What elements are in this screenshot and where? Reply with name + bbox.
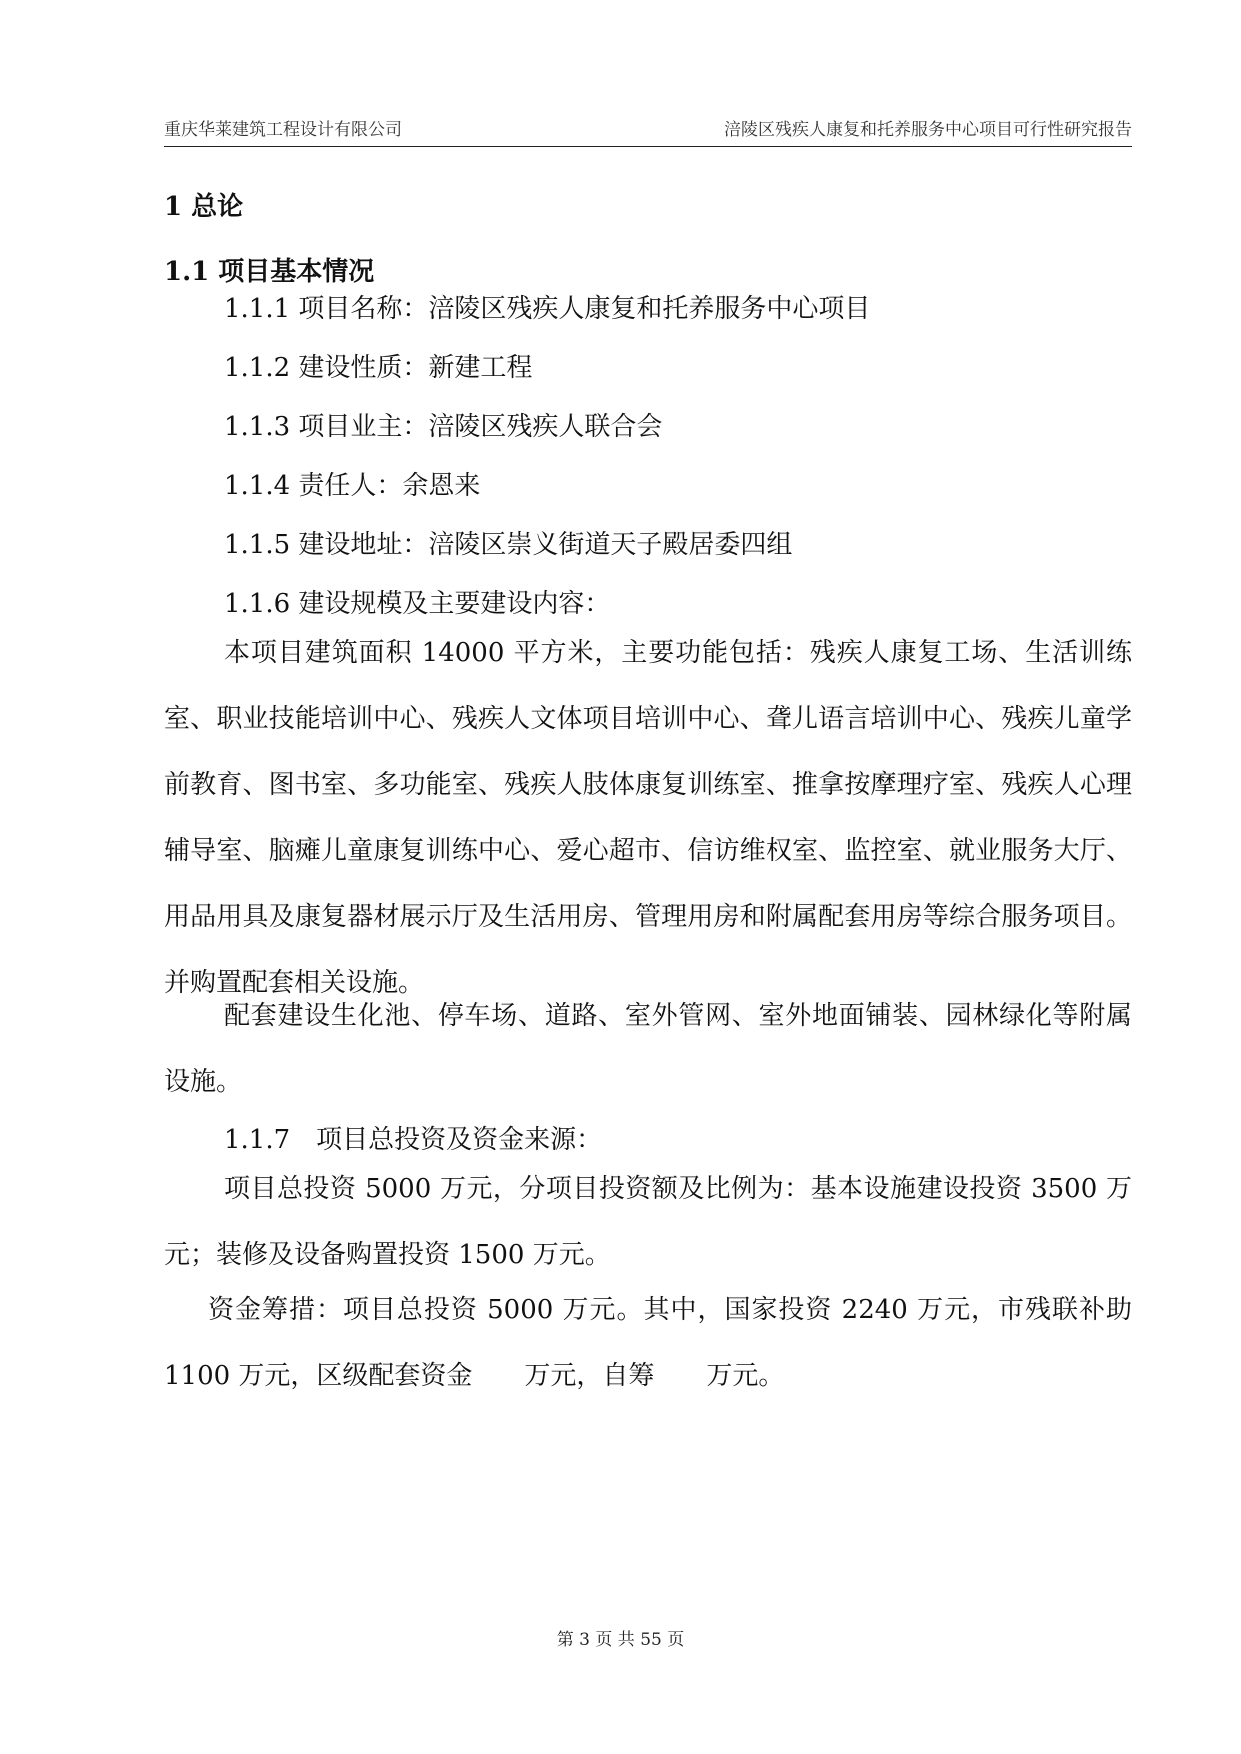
page-footer: 第 3 页 共 55 页 [556,1630,685,1650]
item-project-name: 1.1.1 项目名称：涪陵区残疾人康复和托养服务中心项目 [224,294,871,324]
item-investment-heading: 1.1.7 项目总投资及资金来源： [224,1125,603,1155]
item-construction-nature: 1.1.2 建设性质：新建工程 [224,353,533,383]
item-construction-site: 1.1.5 建设地址：涪陵区崇义街道天子殿居委四组 [224,530,793,560]
header-company: 重庆华莱建筑工程设计有限公司 [164,120,402,140]
page-header [164,112,1132,147]
item-responsible-person: 1.1.4 责任人：余恩来 [224,471,481,501]
paragraph-scope-main: 本项目建筑面积 14000 平方米，主要功能包括：残疾人康复工场、生活训练室、职业技能培训中心、残疾人文体项目培训中心、聋儿语言培训中心、残疾儿童学前教育、图书室、多功能室、残疾人肢体康复训练室、推拿按摩理疗室、残疾人心理辅导室、脑瘫儿童康复训练中心、爱心超市、信访维权室、监控室、就业服务大厅、用品用具及康复器材展示厅及生活用房、管理用房和附属配套用房等综合服务项目。并购置配套相关设施。 [164,638,1132,998]
subsection-title: 1.1 项目基本情况 [164,257,375,287]
paragraph-funding: 资金筹措：项目总投资 5000 万元。其中，国家投资 2240 万元，市残联补助 1100 万元，区级配套资金 万元，自筹 万元。 [164,1295,1132,1391]
item-project-owner: 1.1.3 项目业主：涪陵区残疾人联合会 [224,412,663,442]
section-title: 1 总论 [164,192,244,222]
header-report-title: 涪陵区残疾人康复和托养服务中心项目可行性研究报告 [724,120,1132,140]
paragraph-investment: 项目总投资 5000 万元，分项目投资额及比例为：基本设施建设投资 3500 万元；装修及设备购置投资 1500 万元。 [164,1174,1132,1270]
paragraph-scope-support: 配套建设生化池、停车场、道路、室外管网、室外地面铺装、园林绿化等附属设施。 [164,1001,1132,1097]
item-construction-scope: 1.1.6 建设规模及主要建设内容： [224,589,611,619]
